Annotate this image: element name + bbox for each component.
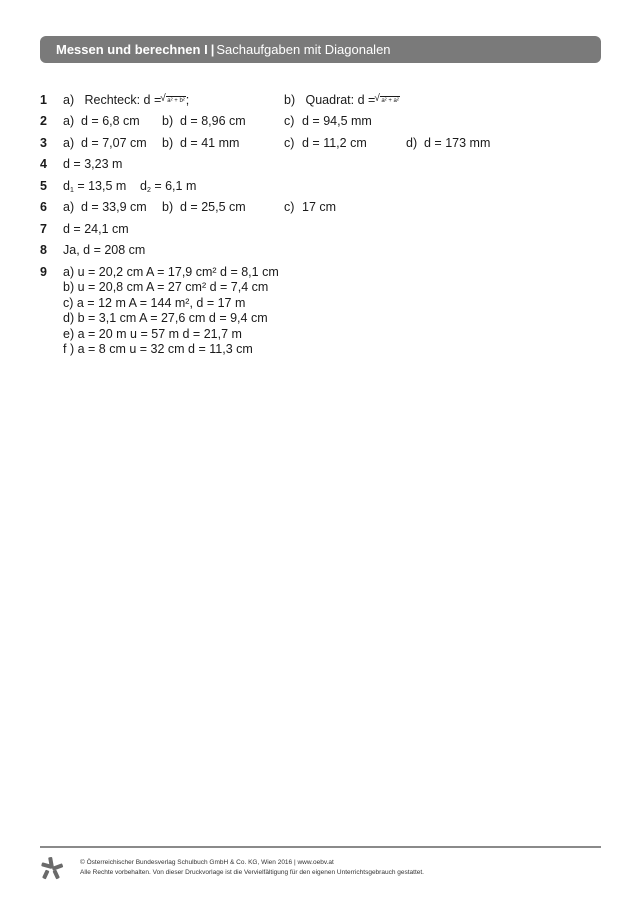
answer-3b <box>162 134 239 152</box>
answer-2b <box>162 112 246 130</box>
part-label: a) <box>63 93 75 107</box>
answer-row-7 <box>0 220 640 238</box>
part-label: a) <box>63 200 75 214</box>
square-root-expression: √ a² + b² <box>166 96 186 105</box>
header-title: Messen und berechnen I <box>56 42 208 57</box>
answer-9-line: d) b = 3,1 cm A = 27,6 cm d = 9,4 cm <box>63 311 268 325</box>
footer-rights: Alle Rechte vorbehalten. Von dieser Druckvorlage ist die Vervielfältigung für den eigenen Unterrichtsgebrauch gestattet. <box>80 869 424 876</box>
answer-text: = 13,5 m <box>73 179 127 193</box>
answer-9-line: a) u = 20,2 cm A = 17,9 cm² d = 8,1 cm <box>63 265 279 279</box>
answer-9-line: e) a = 20 m u = 57 m d = 21,7 m <box>63 327 242 341</box>
answer-5-d2 <box>140 177 196 200</box>
answer-text: d = 33,9 cm <box>81 200 147 214</box>
footer-copyright: © Österreichischer Bundesverlag Schulbuch GmbH & Co. KG, Wien 2016 | www.oebv.at <box>80 859 334 866</box>
answer-text: Quadrat: d = <box>305 93 376 107</box>
answer-number: 2 <box>40 114 47 128</box>
publisher-logo-icon <box>40 856 64 880</box>
footer-divider <box>40 846 601 848</box>
header-subtitle: Sachaufgaben mit Diagonalen <box>216 42 391 57</box>
answer-text: 17 cm <box>302 200 337 214</box>
answer-text: d = 8,96 cm <box>180 114 246 128</box>
answer-3a <box>63 134 147 152</box>
answer-row-5 <box>0 177 640 195</box>
answer-5-d1 <box>63 177 126 200</box>
answer-3c <box>284 134 367 152</box>
diagonal-symbol: d <box>140 179 147 193</box>
answer-number: 8 <box>40 243 47 257</box>
answer-number: 4 <box>40 157 47 171</box>
answer-text: d = 173 mm <box>424 136 491 150</box>
answer-2c <box>284 112 372 130</box>
part-label: c) <box>284 200 295 214</box>
answer-text: Ja, d = 208 cm <box>63 243 146 257</box>
part-label: a) <box>63 136 75 150</box>
part-label: c) <box>284 114 295 128</box>
answer-9-line: f ) a = 8 cm u = 32 cm d = 11,3 cm <box>63 342 253 356</box>
answer-number: 6 <box>40 200 47 214</box>
answer-row-2 <box>0 112 640 130</box>
answer-3d <box>406 134 490 152</box>
answer-text: = 6,1 m <box>150 179 197 193</box>
answer-row-1 <box>0 91 640 109</box>
answer-row-3 <box>0 134 640 152</box>
page-header <box>40 36 601 63</box>
answer-row-6 <box>0 198 640 216</box>
answer-text: d = 3,23 m <box>63 157 123 171</box>
part-label: a) <box>63 114 75 128</box>
footer-text <box>80 858 424 878</box>
diagonal-symbol: d <box>63 179 70 193</box>
answer-text: d = 25,5 cm <box>180 200 246 214</box>
answer-number: 5 <box>40 179 47 193</box>
answer-6c <box>284 198 336 216</box>
header-separator: | <box>210 42 215 57</box>
answer-number: 9 <box>40 265 47 279</box>
part-label: b) <box>162 114 174 128</box>
answer-6b <box>162 198 246 216</box>
answer-text: d = 7,07 cm <box>81 136 147 150</box>
answer-text: d = 24,1 cm <box>63 222 129 236</box>
answer-9-line: c) a = 12 m A = 144 m², d = 17 m <box>63 296 246 310</box>
diagonal-index: 1 <box>69 187 74 194</box>
answer-number: 3 <box>40 136 47 150</box>
square-root-expression: √ a² + a² <box>380 96 400 105</box>
answer-2a <box>63 112 140 130</box>
part-label: b) <box>162 136 174 150</box>
answer-1b <box>284 91 400 109</box>
answer-6a <box>63 198 147 216</box>
answer-row-4 <box>0 155 640 173</box>
answer-9-line: b) u = 20,8 cm A = 27 cm² d = 7,4 cm <box>63 280 269 294</box>
answer-punctuation: ; <box>185 93 190 107</box>
answer-text: d = 6,8 cm <box>81 114 140 128</box>
answer-row-8 <box>0 241 640 259</box>
answer-text: d = 11,2 cm <box>302 136 367 150</box>
part-label: c) <box>284 136 295 150</box>
answer-number: 1 <box>40 93 47 107</box>
diagonal-index: 2 <box>146 187 151 194</box>
part-label: b) <box>284 93 296 107</box>
part-label: d) <box>406 136 418 150</box>
part-label: b) <box>162 200 174 214</box>
answer-text: Rechteck: d = <box>84 93 162 107</box>
answer-1a <box>63 91 189 109</box>
answer-text: d = 41 mm <box>180 136 240 150</box>
answer-text: d = 94,5 mm <box>302 114 372 128</box>
answer-number: 7 <box>40 222 47 236</box>
